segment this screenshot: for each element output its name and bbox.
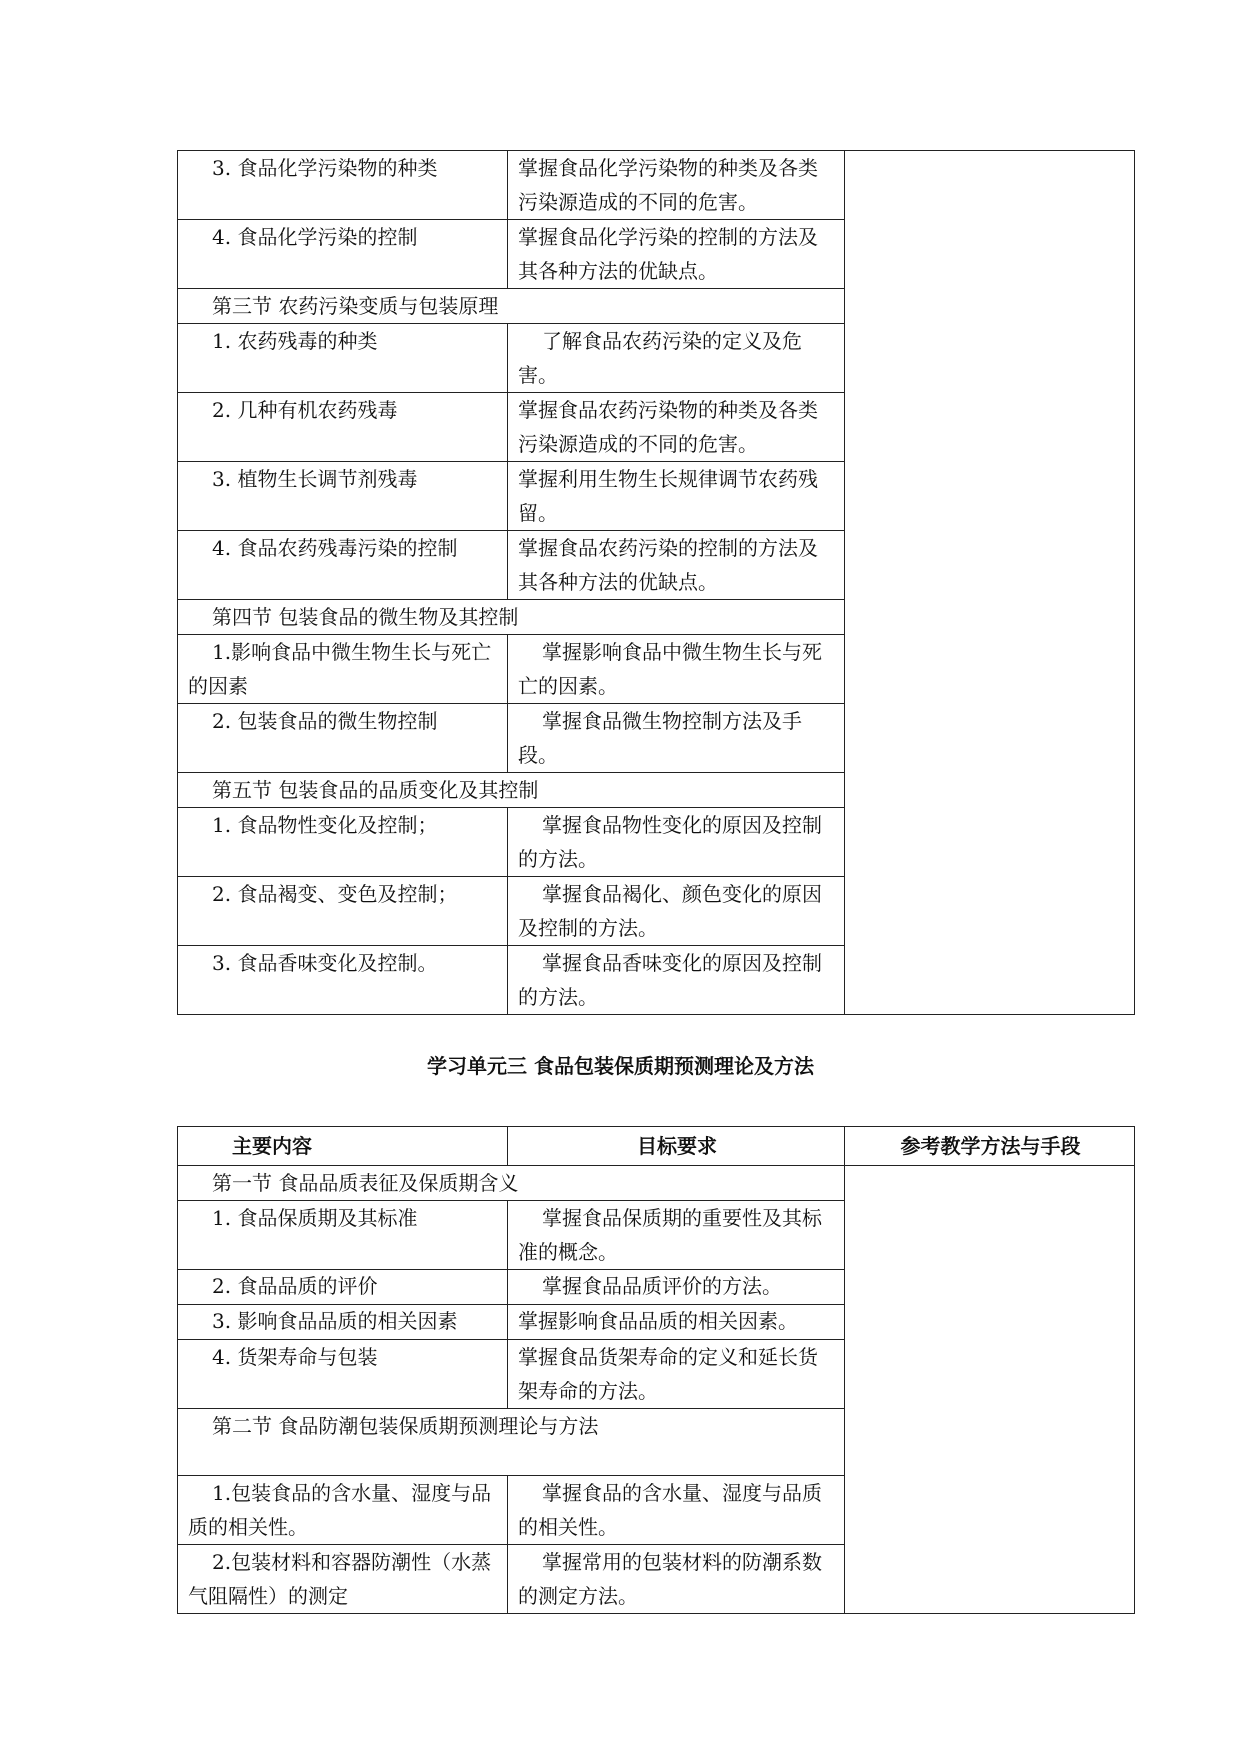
- goal-cell: 掌握食品的含水量、湿度与品质的相关性。: [508, 1476, 845, 1545]
- content-cell: 1. 食品保质期及其标准: [178, 1201, 508, 1270]
- content-cell: 1. 食品物性变化及控制；: [178, 808, 508, 877]
- section-title: 第一节 食品品质表征及保质期含义: [178, 1166, 845, 1201]
- goal-cell: 掌握影响食品中微生物生长与死亡的因素。: [508, 635, 845, 704]
- section-title: 第二节 食品防潮包装保质期预测理论与方法: [178, 1409, 845, 1476]
- goal-cell: 掌握食品香味变化的原因及控制的方法。: [508, 946, 845, 1015]
- content-cell: 4. 食品化学污染的控制: [178, 220, 508, 289]
- goal-cell: 掌握利用生物生长规律调节农药残留。: [508, 462, 845, 531]
- content-cell: 2.包装材料和容器防潮性（水蒸气阻隔性）的测定: [178, 1545, 508, 1614]
- goal-cell: 掌握食品品质评价的方法。: [508, 1270, 845, 1305]
- goal-cell: 了解食品农药污染的定义及危害。: [508, 324, 845, 393]
- content-cell: 4. 货架寿命与包装: [178, 1340, 508, 1409]
- goal-cell: 掌握常用的包装材料的防潮系数的测定方法。: [508, 1545, 845, 1614]
- goal-cell: 掌握食品化学污染物的种类及各类污染源造成的不同的危害。: [508, 151, 845, 220]
- header-main-content: 主要内容: [178, 1127, 508, 1166]
- content-cell: 2. 包装食品的微生物控制: [178, 704, 508, 773]
- method-cell-empty: [845, 151, 1135, 1015]
- unit-title: 学习单元三 食品包装保质期预测理论及方法: [427, 1054, 814, 1078]
- content-cell: 1.包装食品的含水量、湿度与品质的相关性。: [178, 1476, 508, 1545]
- goal-cell: 掌握食品保质期的重要性及其标准的概念。: [508, 1201, 845, 1270]
- table-row: [178, 151, 1135, 220]
- content-cell: 3. 食品化学污染物的种类: [178, 151, 508, 220]
- content-cell: 1.影响食品中微生物生长与死亡的因素: [178, 635, 508, 704]
- header-methods: 参考教学方法与手段: [845, 1127, 1135, 1166]
- goal-cell: 掌握食品农药污染物的种类及各类污染源造成的不同的危害。: [508, 393, 845, 462]
- content-cell: 4. 食品农药残毒污染的控制: [178, 531, 508, 600]
- section-title: 第四节 包装食品的微生物及其控制: [178, 600, 845, 635]
- goal-cell: 掌握食品化学污染的控制的方法及其各种方法的优缺点。: [508, 220, 845, 289]
- goal-cell: 掌握食品物性变化的原因及控制的方法。: [508, 808, 845, 877]
- content-cell: 2. 食品褐变、变色及控制；: [178, 877, 508, 946]
- goal-cell: 掌握食品农药污染的控制的方法及其各种方法的优缺点。: [508, 531, 845, 600]
- goal-cell: 掌握影响食品品质的相关因素。: [508, 1305, 845, 1340]
- content-cell: 2. 食品品质的评价: [178, 1270, 508, 1305]
- section-title: 第三节 农药污染变质与包装原理: [178, 289, 845, 324]
- content-cell: 1. 农药残毒的种类: [178, 324, 508, 393]
- content-cell: 3. 食品香味变化及控制。: [178, 946, 508, 1015]
- section-row: [178, 1166, 1135, 1201]
- header-row: [178, 1127, 1135, 1166]
- content-cell: 3. 植物生长调节剂残毒: [178, 462, 508, 531]
- goal-cell: 掌握食品褐化、颜色变化的原因及控制的方法。: [508, 877, 845, 946]
- method-cell-empty: [845, 1166, 1135, 1614]
- course-table-unit2-continued: [177, 150, 1135, 1015]
- content-cell: 3. 影响食品品质的相关因素: [178, 1305, 508, 1340]
- content-cell: 2. 几种有机农药残毒: [178, 393, 508, 462]
- goal-cell: 掌握食品微生物控制方法及手段。: [508, 704, 845, 773]
- course-table-unit3: [177, 1126, 1135, 1614]
- goal-cell: 掌握食品货架寿命的定义和延长货架寿命的方法。: [508, 1340, 845, 1409]
- header-goals: 目标要求: [508, 1127, 845, 1166]
- section-title: 第五节 包装食品的品质变化及其控制: [178, 773, 845, 808]
